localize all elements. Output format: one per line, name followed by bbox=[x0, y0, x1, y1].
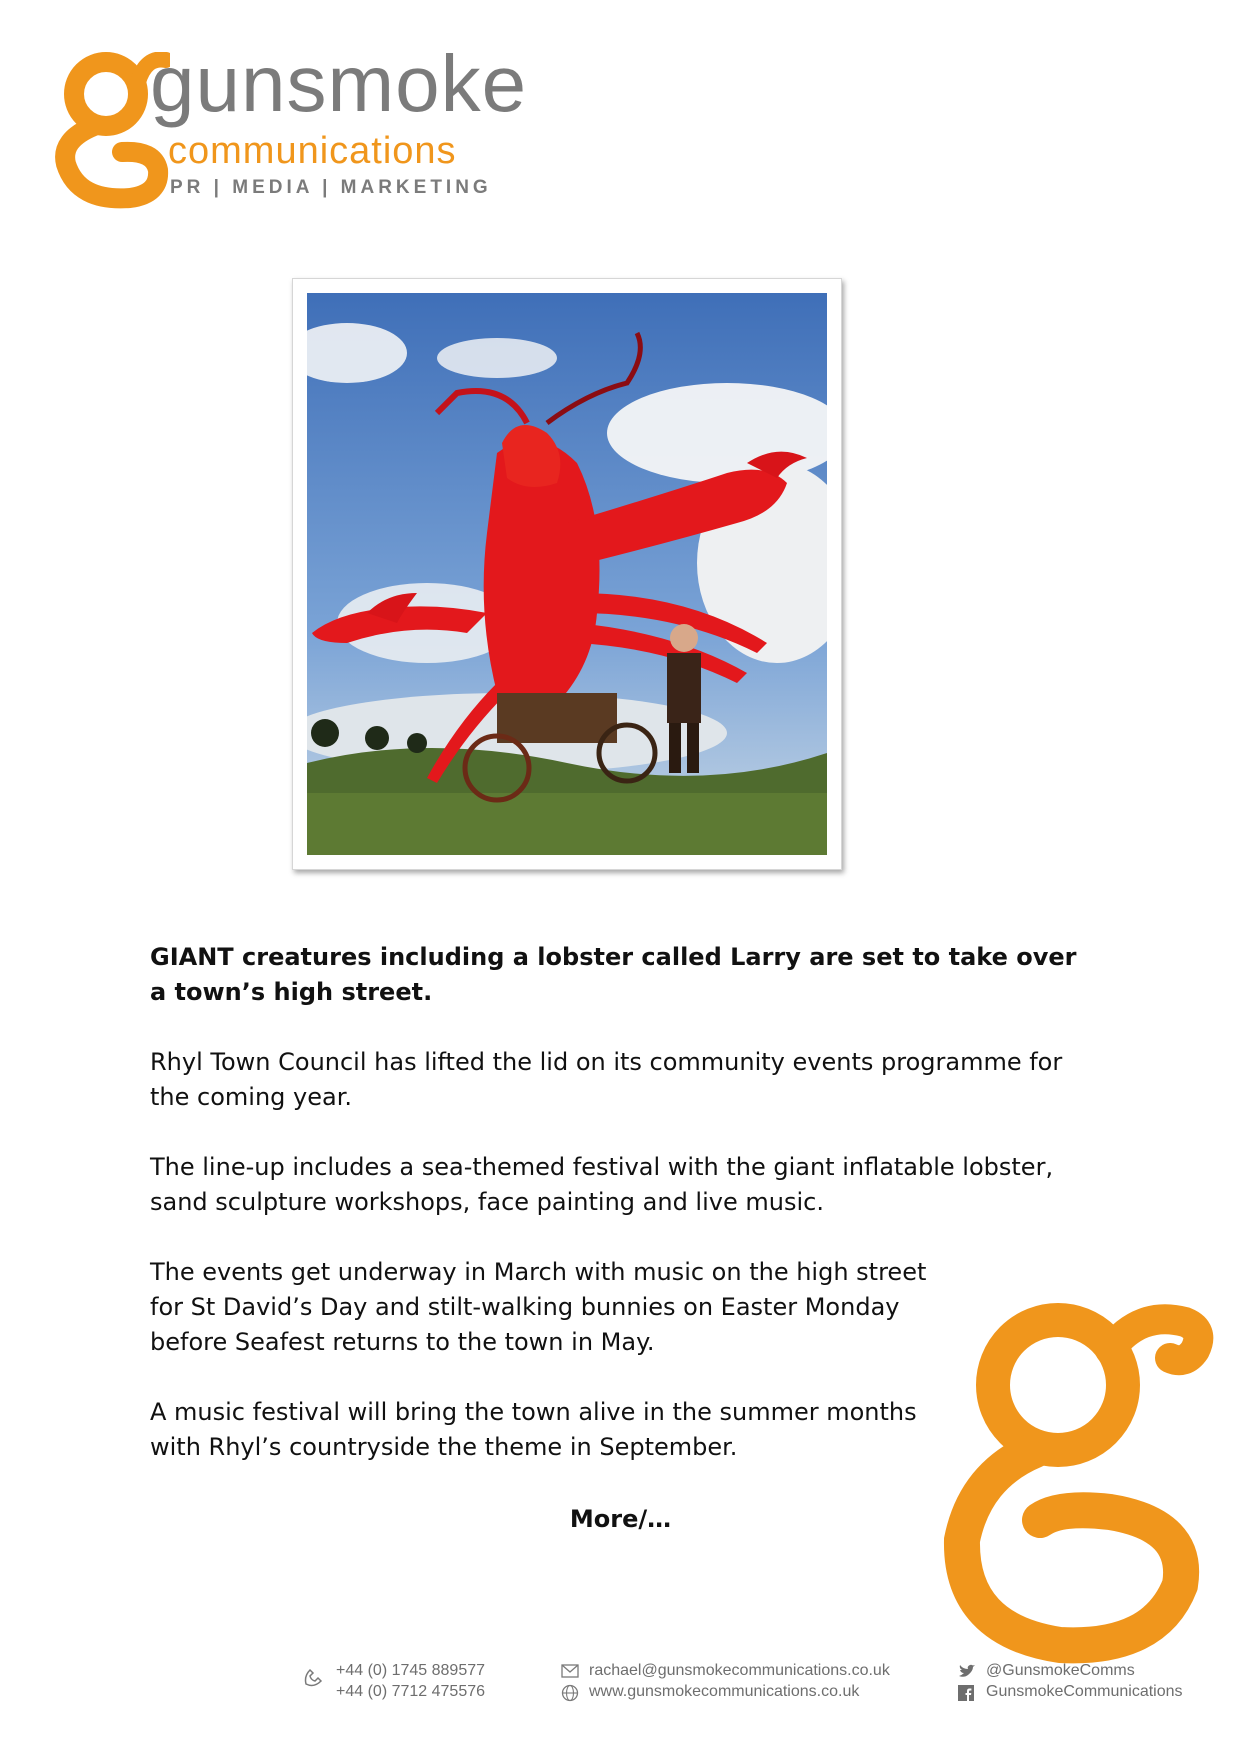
globe-icon bbox=[561, 1684, 579, 1702]
twitter-icon bbox=[958, 1664, 976, 1679]
website-link[interactable]: www.gunsmokecommunications.co.uk bbox=[589, 1683, 860, 1700]
footer-contacts bbox=[0, 1660, 1241, 1720]
lobster-photo bbox=[307, 293, 827, 855]
facebook-page[interactable]: GunsmokeCommunications bbox=[986, 1683, 1183, 1700]
logo-subtitle: communications bbox=[168, 130, 457, 172]
article-paragraph: Rhyl Town Council has lifted the lid on its community events programme for the coming year. bbox=[150, 1048, 1063, 1111]
article-paragraph: A music festival will bring the town alive in the summer months with Rhyl’s countryside the theme in September. bbox=[150, 1398, 917, 1461]
phone-number[interactable]: +44 (0) 1745 889577 bbox=[336, 1662, 486, 1679]
logo-wordmark: gunsmoke bbox=[150, 39, 528, 128]
phone-number[interactable]: +44 (0) 7712 475576 bbox=[336, 1683, 486, 1700]
web-contacts bbox=[589, 1660, 890, 1702]
article-paragraph: The events get underway in March with music on the high street for St David’s Day and stilt-walking bunnies on Easter Monday before Seafest returns to the town in May. bbox=[150, 1258, 927, 1356]
photo-frame bbox=[292, 278, 842, 870]
phone-numbers bbox=[336, 1660, 485, 1702]
logo-tagline: PR | MEDIA | MARKETING bbox=[170, 177, 492, 198]
more-continuation: More/… bbox=[569, 1505, 672, 1533]
article-paragraph: The line-up includes a sea-themed festival with the giant inflatable lobster, sand sculpture workshops, face painting and live music. bbox=[150, 1153, 1054, 1216]
brand-g-icon bbox=[940, 1300, 1220, 1680]
company-logo bbox=[50, 39, 530, 212]
facebook-icon bbox=[958, 1685, 974, 1701]
article-lead: GIANT creatures including a lobster called Larry are set to take over a town’s high street. bbox=[150, 943, 1077, 1006]
email-link[interactable]: rachael@gunsmokecommunications.co.uk bbox=[589, 1662, 890, 1679]
social-contacts bbox=[986, 1660, 1183, 1702]
mail-icon bbox=[561, 1664, 579, 1678]
twitter-handle[interactable]: @GunsmokeComms bbox=[986, 1662, 1135, 1679]
phone-icon bbox=[302, 1666, 324, 1688]
